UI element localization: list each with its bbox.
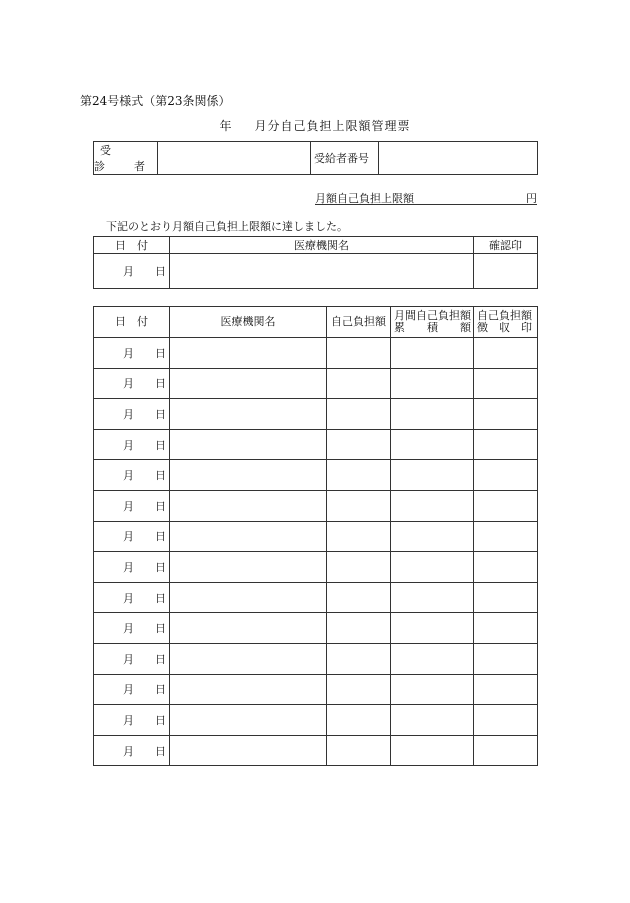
history-collected-seal-cell[interactable]: [474, 674, 538, 705]
day-label: 日: [155, 713, 166, 727]
history-institution-cell[interactable]: [170, 552, 327, 583]
month-label: 月: [123, 560, 134, 574]
history-date-cell[interactable]: [94, 521, 170, 552]
history-collected-seal-cell[interactable]: [474, 552, 538, 583]
day-label: 日: [155, 407, 166, 421]
monthly-limit-label: 月額自己負担上限額: [315, 192, 414, 205]
history-collected-seal-cell[interactable]: [474, 705, 538, 736]
history-self-pay-cell[interactable]: [327, 368, 391, 399]
history-cumulative-cell[interactable]: [391, 674, 474, 705]
recipient-number-field[interactable]: [379, 142, 538, 175]
history-date-cell[interactable]: [94, 460, 170, 491]
table-row: [94, 368, 538, 399]
table-row: [94, 490, 538, 521]
month-label: 月: [123, 622, 134, 636]
history-date-cell[interactable]: [94, 429, 170, 460]
history-self-pay-cell[interactable]: [327, 674, 391, 705]
table-row: [94, 521, 538, 552]
month-label: 月: [123, 713, 134, 727]
history-cumulative-cell[interactable]: [391, 399, 474, 430]
history-collected-seal-cell[interactable]: [474, 368, 538, 399]
month-label: 月: [123, 407, 134, 421]
history-date-cell[interactable]: [94, 399, 170, 430]
history-self-pay-cell[interactable]: [327, 552, 391, 583]
history-self-pay-cell[interactable]: [327, 399, 391, 430]
month-label: 月: [123, 377, 134, 391]
history-date-cell[interactable]: [94, 490, 170, 521]
history-self-pay-cell[interactable]: [327, 460, 391, 491]
history-cumulative-cell[interactable]: [391, 613, 474, 644]
month-label: 月: [123, 652, 134, 666]
history-cumulative-cell[interactable]: [391, 643, 474, 674]
history-institution-cell[interactable]: [170, 705, 327, 736]
history-self-pay-cell[interactable]: [327, 490, 391, 521]
history-date-cell[interactable]: [94, 735, 170, 766]
day-label: 日: [155, 591, 166, 605]
day-label: 日: [155, 744, 166, 758]
confirm-date-cell[interactable]: [94, 254, 170, 289]
history-collected-seal-cell[interactable]: [474, 735, 538, 766]
table-row: [94, 674, 538, 705]
history-cumulative-cell[interactable]: [391, 552, 474, 583]
history-date-cell[interactable]: [94, 552, 170, 583]
history-cumulative-cell[interactable]: [391, 521, 474, 552]
table-row: [94, 460, 538, 491]
day-label: 日: [155, 377, 166, 391]
history-cumulative-cell[interactable]: [391, 460, 474, 491]
confirm-header-institution: 医療機関名: [170, 237, 474, 254]
cumulative-header-line1: 月間自己負担額: [394, 309, 471, 322]
history-date-cell[interactable]: [94, 368, 170, 399]
history-date-cell[interactable]: [94, 643, 170, 674]
month-label: 月: [123, 499, 134, 513]
day-label: 日: [155, 560, 166, 574]
history-collected-seal-cell[interactable]: [474, 613, 538, 644]
history-institution-cell[interactable]: [170, 735, 327, 766]
patient-name-field[interactable]: [158, 142, 311, 175]
history-self-pay-cell[interactable]: [327, 429, 391, 460]
history-institution-cell[interactable]: [170, 338, 327, 369]
day-label: 日: [155, 652, 166, 666]
history-date-cell[interactable]: [94, 582, 170, 613]
history-institution-cell[interactable]: [170, 643, 327, 674]
history-cumulative-cell[interactable]: [391, 368, 474, 399]
self-pay-history-table: [93, 306, 538, 766]
history-self-pay-cell[interactable]: [327, 705, 391, 736]
history-collected-seal-cell[interactable]: [474, 338, 538, 369]
history-self-pay-cell[interactable]: [327, 521, 391, 552]
day-label: 日: [155, 499, 166, 513]
history-cumulative-cell[interactable]: [391, 735, 474, 766]
limit-reached-confirm-table: [93, 236, 538, 289]
history-institution-cell[interactable]: [170, 399, 327, 430]
day-label: 日: [155, 530, 166, 544]
page-title: [0, 117, 630, 134]
day-label: 日: [155, 438, 166, 452]
month-label: 月: [123, 346, 134, 360]
history-header-collected: [474, 307, 538, 338]
table-row: [94, 429, 538, 460]
day-label: 日: [155, 346, 166, 360]
day-label: 日: [155, 265, 166, 278]
table-row: [94, 735, 538, 766]
history-institution-cell[interactable]: [170, 613, 327, 644]
history-date-cell[interactable]: [94, 674, 170, 705]
title-year: 年: [219, 119, 233, 133]
history-self-pay-cell[interactable]: [327, 643, 391, 674]
month-label: 月: [123, 591, 134, 605]
history-cumulative-cell[interactable]: [391, 338, 474, 369]
history-collected-seal-cell[interactable]: [474, 399, 538, 430]
history-cumulative-cell[interactable]: [391, 582, 474, 613]
month-label: 月: [123, 530, 134, 544]
day-label: 日: [155, 683, 166, 697]
confirm-header-date: 日 付: [94, 237, 170, 254]
history-institution-cell[interactable]: [170, 460, 327, 491]
history-collected-seal-cell[interactable]: [474, 490, 538, 521]
history-collected-seal-cell[interactable]: [474, 429, 538, 460]
history-cumulative-cell[interactable]: [391, 705, 474, 736]
collected-header-line2: 徴 収 印: [477, 321, 532, 334]
history-date-cell[interactable]: [94, 705, 170, 736]
cumulative-header-line2: 累 積 額: [394, 321, 471, 334]
month-label: 月: [123, 744, 134, 758]
day-label: 日: [155, 469, 166, 483]
confirm-institution-cell[interactable]: [170, 254, 474, 289]
table-row: [94, 338, 538, 369]
table-row: [94, 582, 538, 613]
history-institution-cell[interactable]: [170, 521, 327, 552]
history-collected-seal-cell[interactable]: [474, 521, 538, 552]
history-date-cell[interactable]: [94, 613, 170, 644]
title-text: 月分自己負担上限額管理票: [254, 119, 411, 133]
monthly-limit-line: [315, 190, 537, 205]
history-institution-cell[interactable]: [170, 368, 327, 399]
recipient-number-label: 受給者番号: [311, 142, 379, 175]
history-self-pay-cell[interactable]: [327, 582, 391, 613]
history-header-self-pay: 自己負担額: [327, 307, 391, 338]
history-date-cell[interactable]: [94, 338, 170, 369]
history-collected-seal-cell[interactable]: [474, 643, 538, 674]
history-header-cumulative: [391, 307, 474, 338]
month-label: 月: [123, 469, 134, 483]
collected-header-line1: 自己負担額: [477, 309, 532, 322]
history-self-pay-cell[interactable]: [327, 735, 391, 766]
history-cumulative-cell[interactable]: [391, 490, 474, 521]
form-number: 第24号様式（第23条関係）: [80, 94, 231, 108]
monthly-limit-unit: 円: [526, 192, 537, 205]
patient-label: 受 診 者: [94, 142, 158, 175]
history-header-date: 日 付: [94, 307, 170, 338]
table-row: [94, 552, 538, 583]
table-row: [94, 613, 538, 644]
history-institution-cell[interactable]: [170, 674, 327, 705]
confirm-header-seal: 確認印: [474, 237, 538, 254]
history-cumulative-cell[interactable]: [391, 429, 474, 460]
history-institution-cell[interactable]: [170, 429, 327, 460]
history-institution-cell[interactable]: [170, 490, 327, 521]
history-self-pay-cell[interactable]: [327, 338, 391, 369]
limit-reached-statement: 下記のとおり月額自己負担上限額に達しました。: [106, 220, 348, 233]
history-header-institution: 医療機関名: [170, 307, 327, 338]
table-row: [94, 705, 538, 736]
day-label: 日: [155, 622, 166, 636]
history-collected-seal-cell[interactable]: [474, 460, 538, 491]
month-label: 月: [123, 438, 134, 452]
table-row: [94, 399, 538, 430]
table-row: [94, 643, 538, 674]
month-label: 月: [123, 683, 134, 697]
history-self-pay-cell[interactable]: [327, 613, 391, 644]
patient-info-table: [93, 141, 538, 175]
confirm-seal-cell[interactable]: [474, 254, 538, 289]
history-institution-cell[interactable]: [170, 582, 327, 613]
history-collected-seal-cell[interactable]: [474, 582, 538, 613]
month-label: 月: [123, 265, 134, 278]
